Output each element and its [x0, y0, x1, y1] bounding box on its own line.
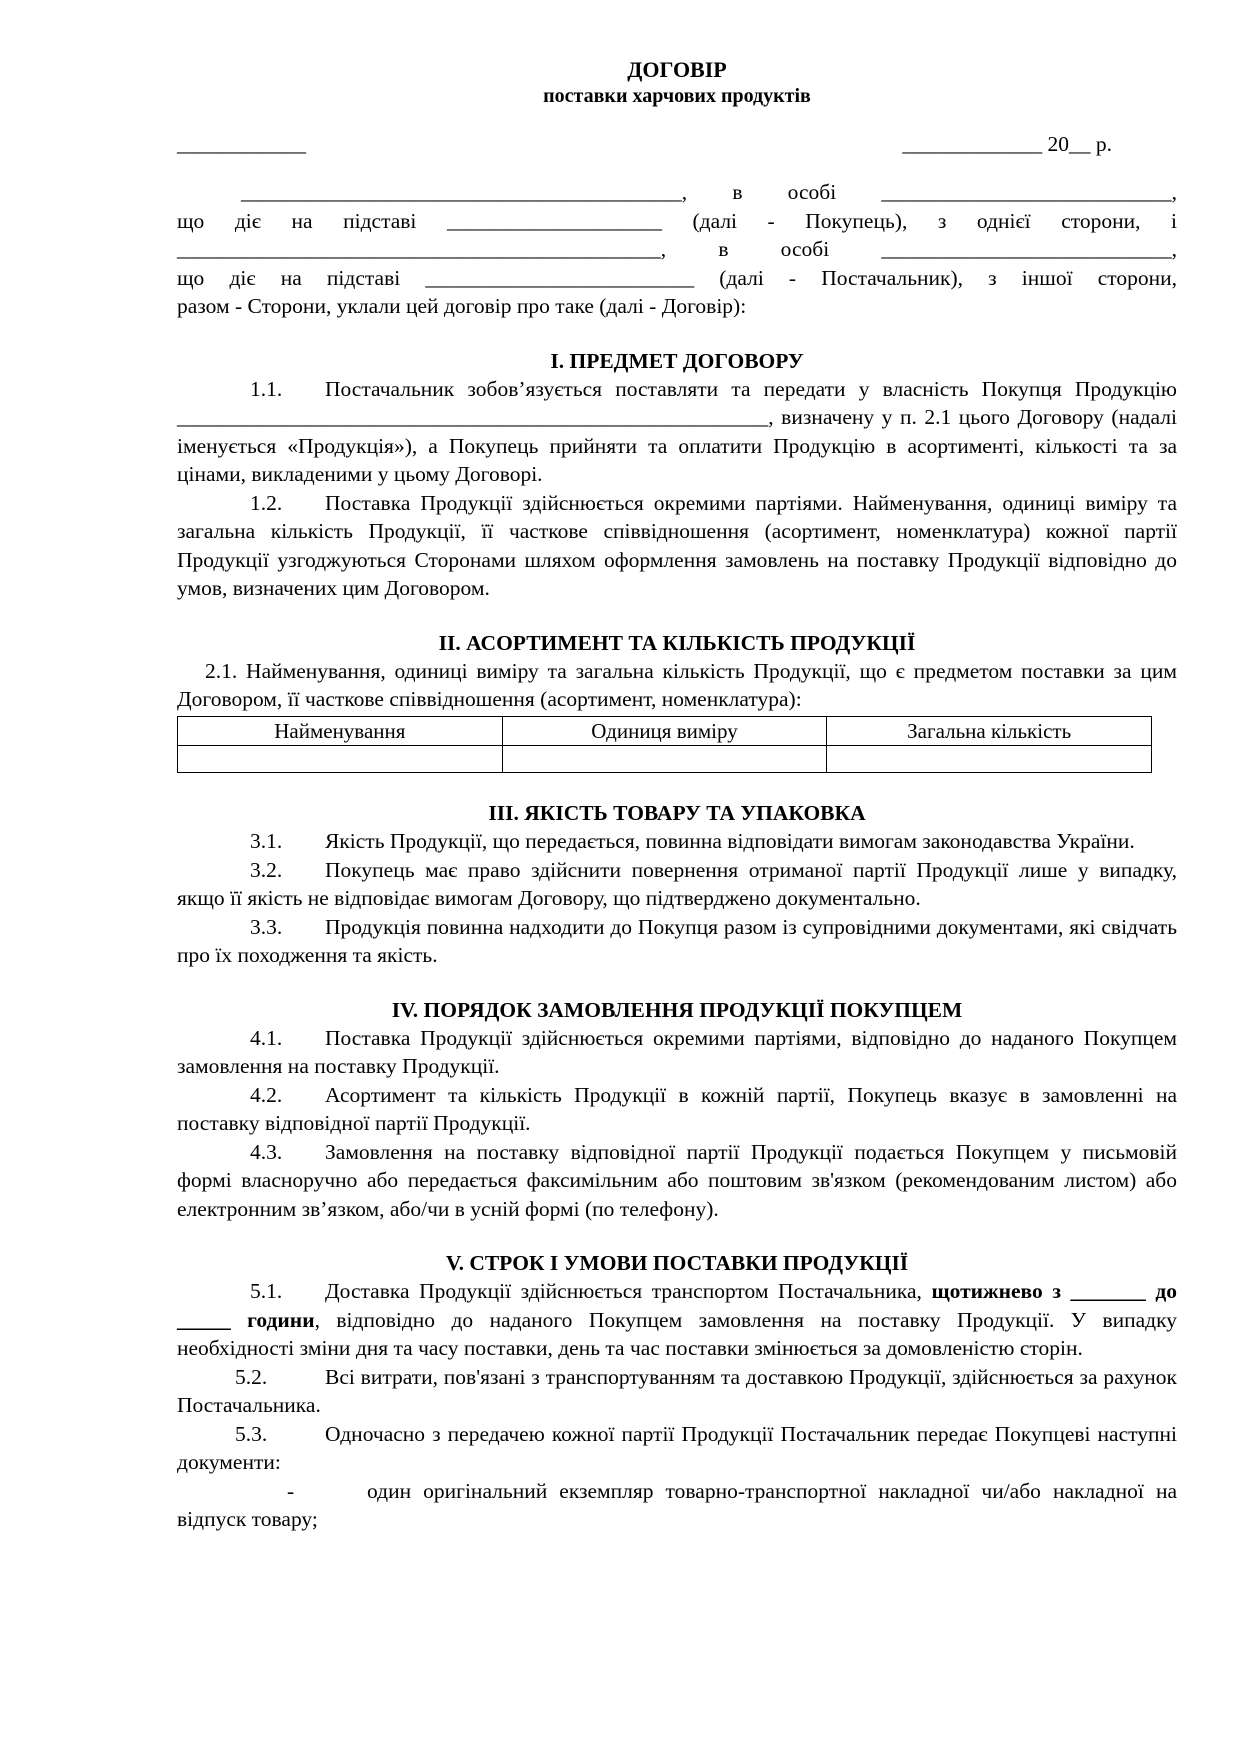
section-heading: IV. ПОРЯДОК ЗАМОВЛЕННЯ ПРОДУКЦІЇ ПОКУПЦЕМ	[391, 997, 963, 1022]
clause-text: Всі витрати, пов'язані з транспортуванням та доставкою Продукції, здійснюється за рахунок Постачальника.	[177, 1364, 1177, 1417]
clause	[177, 1024, 1177, 1081]
section-heading: I. ПРЕДМЕТ ДОГОВОРУ	[550, 348, 804, 373]
clause	[177, 375, 1177, 489]
place-blank: ____________	[177, 132, 306, 156]
clause-number: 3.3.	[250, 914, 283, 939]
clause	[177, 856, 1177, 913]
bullet-mark: -	[287, 1478, 295, 1503]
table-header-cell: Загальна кількість	[827, 716, 1152, 746]
clause-text: Покупець має право здійснити повернення отриманої партії Продукції лише у випадку, якщо її якість не відповідає вимогам Договору, що підтверджено документально.	[177, 857, 1177, 910]
clause: 2.1. Найменування, одиниці виміру та загальна кількість Продукції, що є предметом поставки за цим Договором, її часткове співвідношення (асортимент, номенклатура):	[177, 658, 1177, 711]
clause-text: Одночасно з передачею кожної партії Продукції Постачальник передає Покупцеві наступні документи:	[177, 1421, 1177, 1474]
clause-number: 3.1.	[250, 829, 283, 853]
clause	[177, 489, 1177, 603]
clause	[177, 827, 1177, 856]
table-header-cell: Одиниця виміру	[502, 716, 827, 746]
clause-text: Поставка Продукції здійснюється окремими партіями, відповідно до наданого Покупцем замовлення на поставку Продукції.	[177, 1025, 1177, 1078]
clause-number: 5.1.	[250, 1279, 283, 1303]
clause-text: , відповідно до наданого Покупцем замовлення на поставку Продукції. У випадку необхідності зміни дня та часу поставки, день та час поставки змінюється за домовленістю сторін.	[177, 1307, 1177, 1360]
preamble-line: разом - Сторони, уклали цей договір про таке (далі - Договір):	[177, 294, 747, 318]
doc-subtitle: поставки харчових продуктів	[543, 85, 811, 107]
preamble-line: _________________________________________, в особі ___________________________,	[241, 180, 1177, 204]
doc-title: ДОГОВІР	[627, 57, 727, 82]
clause-text: Якість Продукції, що передається, повинна відповідати вимогам законодавства України.	[325, 829, 1135, 853]
clause	[177, 1138, 1177, 1224]
section-heading: III. ЯКІСТЬ ТОВАРУ ТА УПАКОВКА	[488, 801, 866, 825]
preamble-line: що діє на підставі ____________________ (далі - Покупець), з однієї сторони, і	[177, 208, 1177, 233]
clause-number: 1.1.	[250, 376, 283, 401]
section-heading: V. СТРОК І УМОВИ ПОСТАВКИ ПРОДУКЦІЇ	[445, 1251, 909, 1275]
preamble	[177, 178, 1177, 321]
table-cell[interactable]	[178, 746, 503, 773]
clause-number: 1.2.	[250, 490, 283, 515]
table-cell[interactable]	[827, 746, 1152, 773]
clause	[177, 1081, 1177, 1138]
clause	[177, 1420, 1177, 1477]
clause	[177, 1363, 1177, 1420]
clause-text-bold: щотижнево з _______ до _____ години	[177, 1279, 1177, 1332]
clause-number: 4.1.	[250, 1025, 283, 1050]
section-heading: II. АСОРТИМЕНТ ТА КІЛЬКІСТЬ ПРОДУКЦІЇ	[438, 630, 916, 655]
goods-table	[177, 716, 1152, 774]
place-date-row	[177, 130, 1177, 158]
clause-text: Постачальник зобов’язується поставляти та передати у власність Покупця Продукцію _______________________________________________________, визначену у п. 2.1 цього Договору (надалі іменується «Продукція»), а Покупець прийняти та оплатити Продукцію в асортименті, кількості та за цінами, викладеними у цьому Договорі.	[177, 376, 1177, 486]
clause-number: 5.3.	[235, 1421, 268, 1446]
clause-text: Поставка Продукції здійснюється окремими партіями. Найменування, одиниці виміру та загальна кількість Продукції, її часткове співвідношення (асортимент, номенклатура) кожної партії Продукції узгоджуються Сторонами шляхом оформлення замовлень на поставку Продукції відповідно до умов, визначених цим Договором.	[177, 490, 1177, 600]
date-blank: _____________ 20__ р.	[902, 132, 1112, 156]
preamble-line: що діє на підставі _________________________ (далі - Постачальник), з іншої сторони,	[177, 265, 1177, 290]
clause	[177, 913, 1177, 970]
clause-text: Замовлення на поставку відповідної партії Продукції подається Покупцем у письмовій формі власноручно або передається факсимільним або поштовим зв'язком (рекомендованим листом) або електронним зв’язком, або/чи в усній формі (по телефону).	[177, 1139, 1177, 1221]
clause-text: Доставка Продукції здійснюється транспортом Постачальника,	[325, 1279, 932, 1303]
table-header-cell: Найменування	[178, 716, 503, 746]
table-row	[178, 746, 1152, 773]
clause-text: Продукція повинна надходити до Покупця разом із супровідними документами, які свідчать про їх походження та якість.	[177, 914, 1177, 967]
clause-number: 5.2.	[235, 1364, 268, 1389]
table-header-row	[178, 716, 1152, 746]
bullet-clause	[177, 1477, 1177, 1534]
table-cell[interactable]	[502, 746, 827, 773]
clause-number: 4.3.	[250, 1139, 283, 1164]
clause-number: 4.2.	[250, 1082, 283, 1107]
document-page	[177, 56, 1177, 1534]
clause	[177, 1277, 1177, 1363]
clause-number: 3.2.	[250, 857, 283, 882]
clause-text: один оригінальний екземпляр товарно-транспортної накладної чи/або накладної на відпуск товару;	[177, 1478, 1177, 1531]
preamble-line: _____________________________________________, в особі ___________________________,	[177, 237, 1177, 261]
clause-text: Асортимент та кількість Продукції в кожній партії, Покупець вказує в замовленні на поставку відповідної партії Продукції.	[177, 1082, 1177, 1135]
